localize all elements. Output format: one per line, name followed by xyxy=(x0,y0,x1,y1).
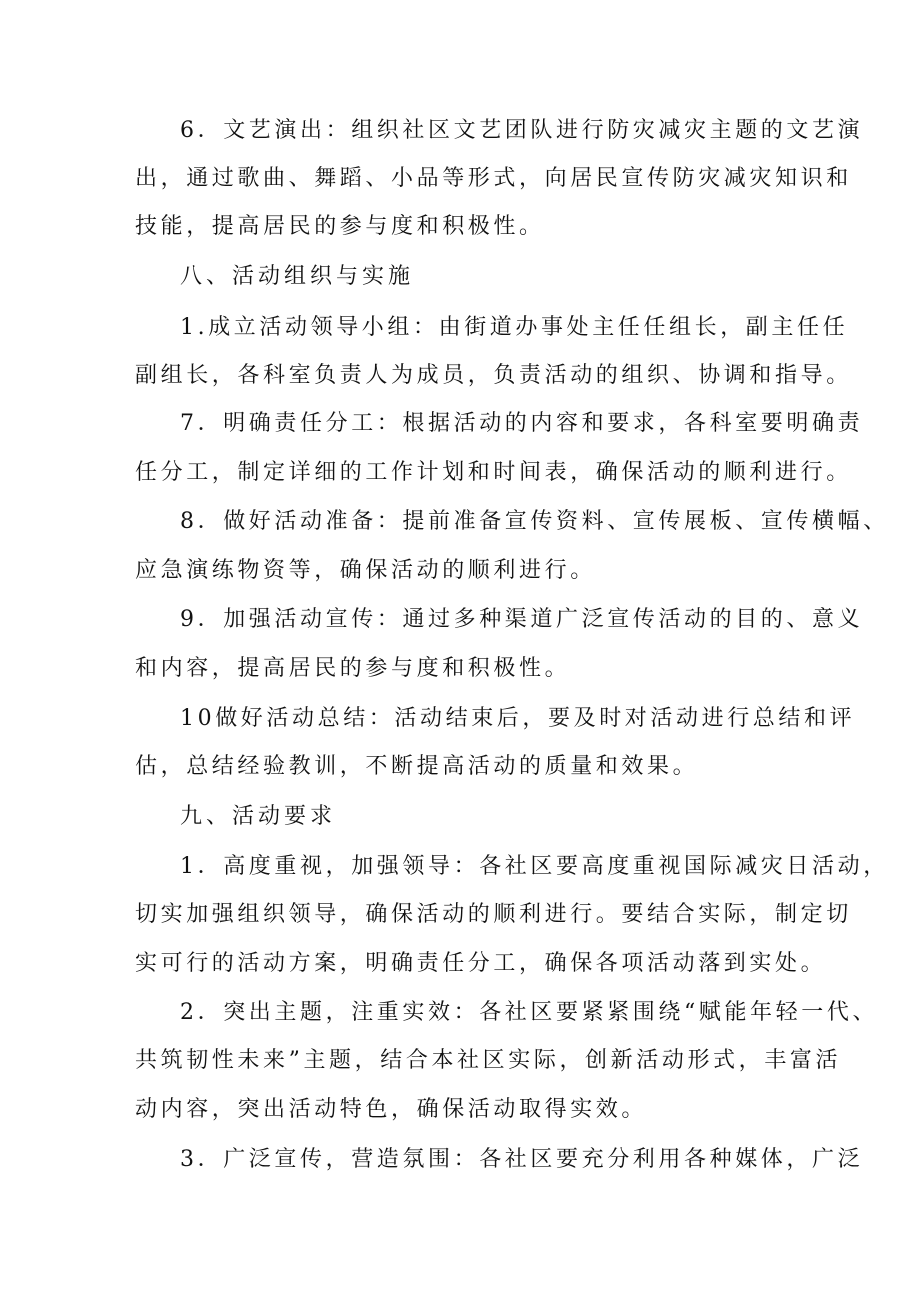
item-7-line-2: 任分工，制定详细的工作计划和时间表，确保活动的顺利进行。 xyxy=(135,460,852,485)
item-10-line-2: 估，总结经验教训，不断提高活动的质量和效果。 xyxy=(135,754,699,779)
item-10-line-1: 10做好活动总结：活动结束后，要及时对活动进行总结和评 xyxy=(180,706,856,731)
requirement-3-line-1: 3．广泛宣传，营造氛围：各社区要充分利用各种媒体，广泛 xyxy=(180,1147,864,1172)
requirement-1-line-2: 切实加强组织领导，确保活动的顺利进行。要结合实际，制定切 xyxy=(135,902,852,927)
item-9-line-2: 和内容，提高居民的参与度和积极性。 xyxy=(135,656,571,681)
requirement-2-line-3: 动内容，突出活动特色，确保活动取得实效。 xyxy=(135,1097,648,1122)
paragraph-6-line-3: 技能，提高居民的参与度和积极性。 xyxy=(135,214,545,239)
requirement-1-line-3: 实可行的活动方案，明确责任分工，确保各项活动落到实处。 xyxy=(135,951,827,976)
item-1-line-1: 1.成立活动领导小组：由街道办事处主任任组长，副主任任 xyxy=(180,315,849,340)
item-8-line-2: 应急演练物资等，确保活动的顺利进行。 xyxy=(135,558,596,583)
section-heading-8: 八、活动组织与实施 xyxy=(180,264,415,289)
requirement-2-line-1: 2．突出主题，注重实效：各社区要紧紧围绕“赋能年轻一代、 xyxy=(180,1000,879,1025)
item-7-line-1: 7．明确责任分工：根据活动的内容和要求，各科室要明确责 xyxy=(180,411,864,436)
item-9-line-1: 9．加强活动宣传：通过多种渠道广泛宣传活动的目的、意义 xyxy=(180,607,864,632)
requirement-2-line-2: 共筑韧性未来”主题，结合本社区实际，创新活动形式，丰富活 xyxy=(135,1048,842,1073)
section-heading-9: 九、活动要求 xyxy=(180,804,337,829)
requirement-1-line-1: 1．高度重视，加强领导：各社区要高度重视国际减灾日活动， xyxy=(180,854,889,879)
paragraph-6-line-2: 出，通过歌曲、舞蹈、小品等形式，向居民宣传防灾减灾知识和 xyxy=(135,166,852,191)
item-8-line-1: 8．做好活动准备：提前准备宣传资料、宣传展板、宣传横幅、 xyxy=(180,509,889,534)
paragraph-6-line-1: 6．文艺演出：组织社区文艺团队进行防灾减灾主题的文艺演 xyxy=(180,118,864,143)
item-1-line-2: 副组长，各科室负责人为成员，负责活动的组织、协调和指导。 xyxy=(135,363,852,388)
